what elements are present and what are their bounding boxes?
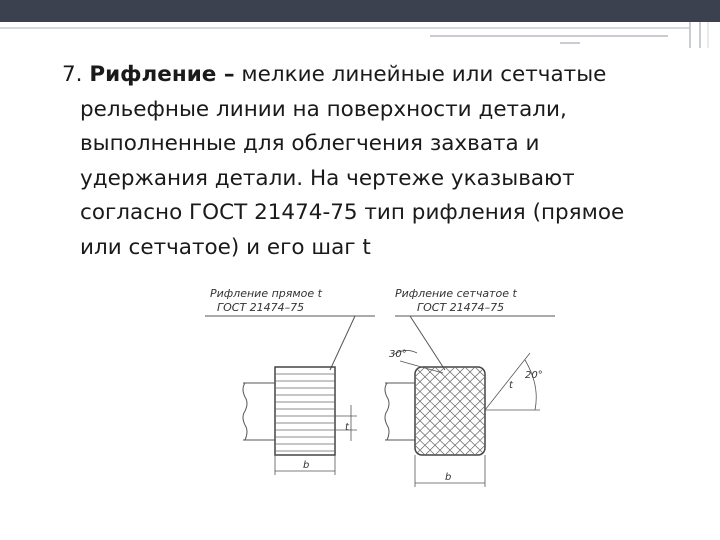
angle-20-arc xyxy=(525,360,536,410)
definition-text: мелкие линейные или сетчатые рельефные линии на поверхности детали, выполненные для облегчения захвата и удержания детали. На чертеже указывают согласно ГОСТ 21474-75 тип рифления (прямое или сетчатое) и его шаг t xyxy=(80,62,625,260)
header-accent-lines xyxy=(0,22,720,48)
header-bar xyxy=(0,0,720,22)
right-leader-line xyxy=(410,316,445,370)
definition-paragraph xyxy=(62,58,662,265)
straight-knurl-lines xyxy=(275,374,335,451)
left-break-line xyxy=(243,383,247,440)
left-knurl-label: Рифление прямое t xyxy=(210,287,322,300)
knurling-drawing xyxy=(195,275,565,505)
slide-body-text xyxy=(62,58,662,265)
straight-knurl-part xyxy=(275,367,335,455)
item-number: 7. xyxy=(62,62,83,87)
angle-30-label: 30° xyxy=(389,349,407,360)
right-break-line xyxy=(385,383,389,440)
term-rifling: Рифление – xyxy=(89,62,235,87)
left-leader-line xyxy=(330,316,355,370)
step-t-right: t xyxy=(509,380,513,391)
angle-20-label: 20° xyxy=(525,370,543,381)
width-b-right: b xyxy=(445,472,452,483)
right-knurl-label: Рифление сетчатое t xyxy=(395,287,517,300)
right-gost-label: ГОСТ 21474–75 xyxy=(417,301,505,314)
width-b-left: b xyxy=(303,460,310,471)
left-gost-label: ГОСТ 21474–75 xyxy=(217,301,305,314)
step-t-left: t xyxy=(345,422,349,433)
